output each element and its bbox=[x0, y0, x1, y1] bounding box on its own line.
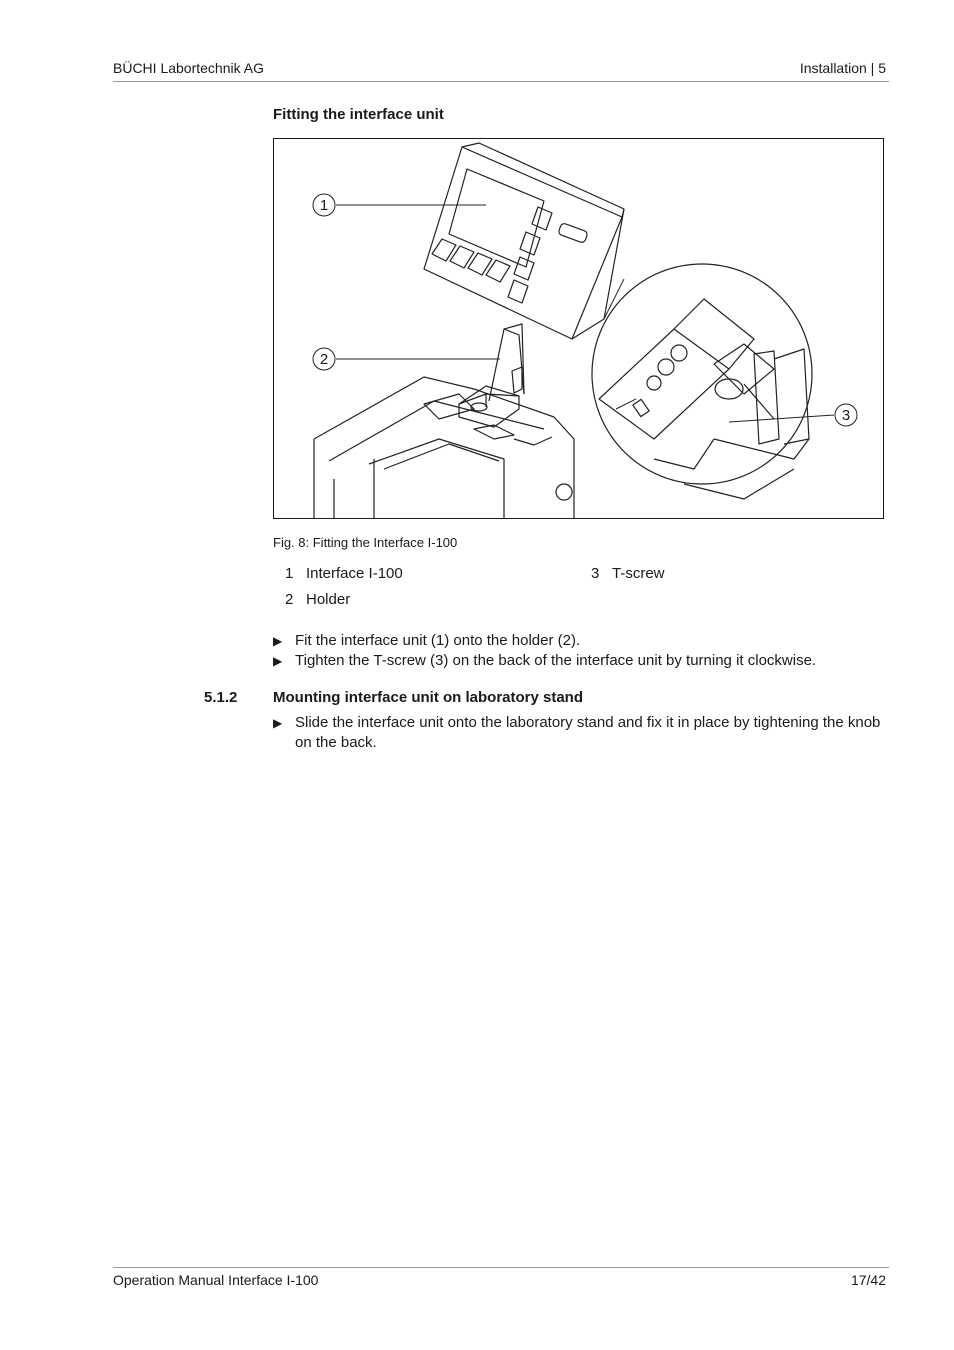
subheading: Fitting the interface unit bbox=[273, 106, 444, 123]
figure-interface-fitting bbox=[273, 138, 884, 519]
section-number: 5.1.2 bbox=[204, 689, 238, 706]
legend-num-3: 3 bbox=[591, 565, 600, 582]
legend-num-2: 2 bbox=[285, 591, 294, 608]
footer-document: Operation Manual Interface I-100 bbox=[113, 1272, 319, 1288]
header-section: Installation | 5 bbox=[799, 60, 886, 76]
callout-2: 2 bbox=[319, 351, 329, 368]
bullet-triangle-icon: ▶ bbox=[273, 634, 283, 648]
step-mount-stand bbox=[273, 713, 881, 751]
step-fit-unit bbox=[273, 631, 581, 652]
header-company: BÜCHI Labortechnik AG bbox=[113, 60, 264, 76]
legend-label-3: T-screw bbox=[612, 565, 665, 582]
footer-rule bbox=[113, 1267, 889, 1268]
legend-num-1: 1 bbox=[285, 565, 294, 582]
figure-illustration bbox=[274, 139, 884, 519]
legend-label-1: Interface I-100 bbox=[306, 565, 403, 582]
section-title: Mounting interface unit on laboratory stand bbox=[273, 689, 584, 706]
callout-1: 1 bbox=[319, 197, 329, 214]
step-tighten-screw bbox=[273, 651, 817, 672]
figure-caption: Fig. 8: Fitting the Interface I-100 bbox=[273, 535, 458, 550]
bullet-triangle-icon: ▶ bbox=[273, 654, 283, 668]
footer-page-number: 17/42 bbox=[850, 1272, 886, 1288]
step-text: Fit the interface unit (1) onto the holder (2). bbox=[295, 632, 581, 649]
step-text: Slide the interface unit onto the laboratory stand and fix it in place by tightening the knob on the back. bbox=[295, 714, 881, 751]
legend-label-2: Holder bbox=[306, 591, 351, 608]
callout-3: 3 bbox=[841, 407, 851, 424]
header-rule bbox=[113, 81, 889, 82]
bullet-triangle-icon: ▶ bbox=[273, 716, 283, 730]
step-text: Tighten the T-screw (3) on the back of the interface unit by turning it clockwise. bbox=[295, 652, 817, 669]
